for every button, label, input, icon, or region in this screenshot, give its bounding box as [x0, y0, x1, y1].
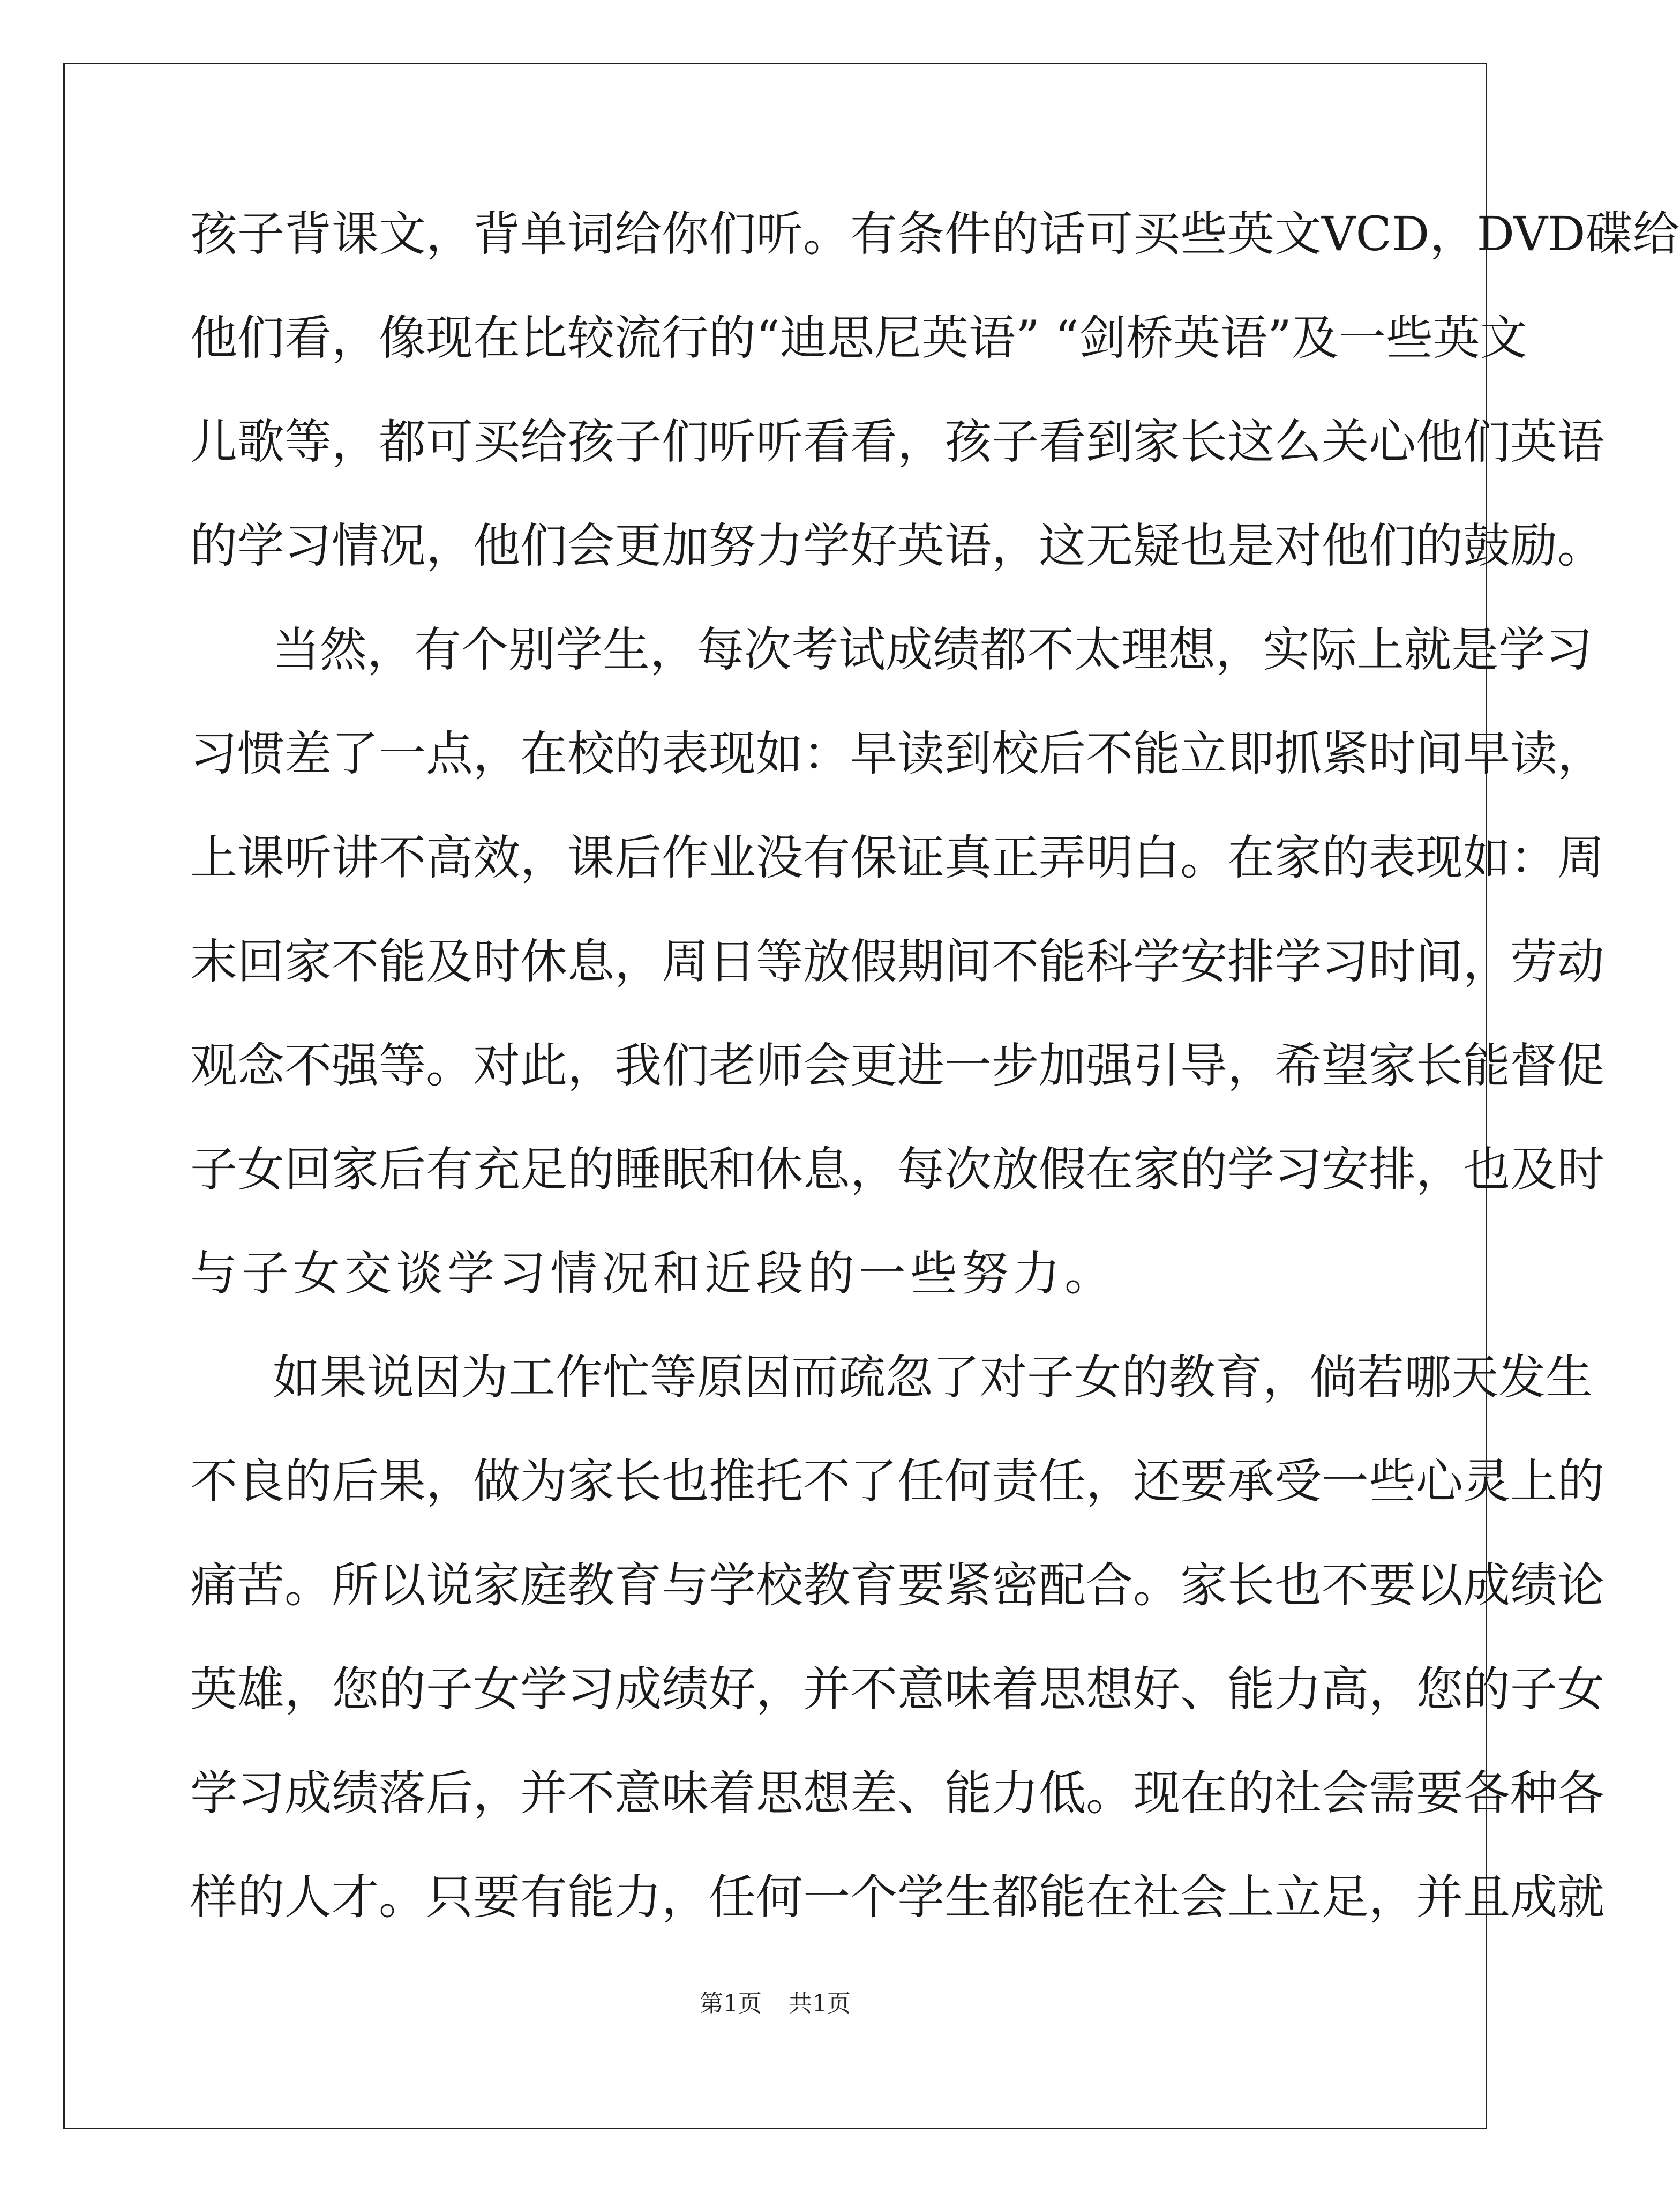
page-total: 共1页: [789, 1990, 851, 2017]
page-number: 第1页: [700, 1990, 762, 2017]
text-line: 习惯差了一点，在校的表现如：早读到校后不能立即抓紧时间早读，: [190, 726, 1605, 781]
text-line: 上课听讲不高效，课后作业没有保证真正弄明白。在家的表现如：周: [190, 830, 1605, 885]
text-line: 他们看，像现在比较流行的“迪思尼英语” “剑桥英语”及一些英文: [190, 310, 1527, 365]
text-line: 与子女交谈学习情况和近段的一些努力。: [190, 1246, 1116, 1301]
text-line: 样的人才。只要有能力，任何一个学生都能在社会上立足，并且成就: [190, 1869, 1605, 1925]
document-body: [190, 182, 1680, 1949]
page-footer: [0, 1988, 1550, 2020]
text-line: 观念不强等。对此，我们老师会更进一步加强引导，希望家长能督促: [190, 1038, 1605, 1093]
text-line: 的学习情况，他们会更加努力学好英语，这无疑也是对他们的鼓励。: [190, 518, 1605, 573]
paragraph-start-line: 如果说因为工作忙等原因而疏忽了对子女的教育，倘若哪天发生: [273, 1350, 1593, 1405]
text-line: 不良的后果，做为家长也推托不了任何责任，还要承受一些心灵上的: [190, 1454, 1605, 1509]
text-line: 痛苦。所以说家庭教育与学校教育要紧密配合。家长也不要以成绩论: [190, 1558, 1605, 1613]
text-line: 英雄，您的子女学习成绩好，并不意味着思想好、能力高，您的子女: [190, 1661, 1605, 1717]
text-line: 末回家不能及时休息，周日等放假期间不能科学安排学习时间，劳动: [190, 934, 1605, 989]
paragraph-start-line: 当然，有个别学生，每次考试成绩都不太理想，实际上就是学习: [273, 622, 1593, 677]
text-line: 儿歌等，都可买给孩子们听听看看，孩子看到家长这么关心他们英语: [190, 414, 1605, 469]
text-line: 子女回家后有充足的睡眠和休息，每次放假在家的学习安排，也及时: [190, 1142, 1605, 1197]
text-line: 孩子背课文，背单词给你们听。有条件的话可买些英文VCD，DVD碟给: [190, 206, 1680, 261]
text-line: 学习成绩落后，并不意味着思想差、能力低。现在的社会需要各种各: [190, 1765, 1605, 1821]
